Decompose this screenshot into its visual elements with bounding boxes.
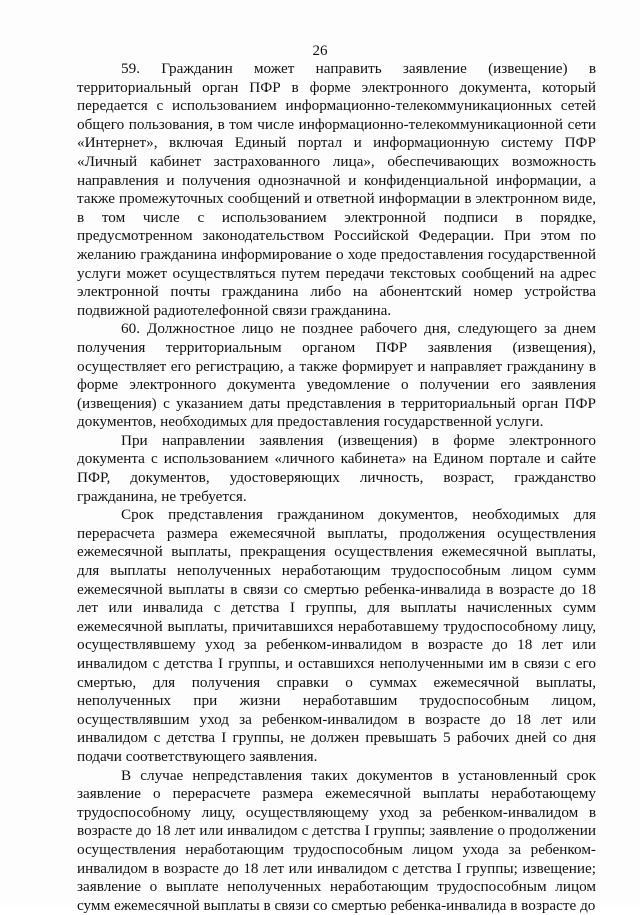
paragraph-59: 59. Гражданин может направить заявление (извещение) в территориальный орган ПФР в форме электронного документа, который передается с использованием информационно-телекоммуникационных сетей общего пользования, в том числе информационно-телекоммуникационной сети «Интернет», включая Единый портал и информационную систему ПФР «Личный кабинет застрахованного лица», обеспечивающих возможность направления и получения однозначной и конфиденциальной информации, а также промежуточных сообщений и ответной информации в электронном виде, в том числе с использованием электронной подписи в порядке, предусмотренном законодательством Российской Федерации. При этом по желанию гражданина информирование о ходе предоставления государственной услуги может осуществляться путем передачи текстовых сообщений на адрес электронной почты гражданина либо на абонентский номер устройства подвижной радиотелефонной связи гражданина. [77, 60, 596, 319]
document-body [77, 60, 596, 915]
paragraph-electronic-submission: При направлении заявления (извещения) в форме электронного документа с использованием «личного кабинета» на Едином портале и сайте ПФР, документов, удостоверяющих личность, возраст, гражданство гражданина, не требуется. [77, 431, 596, 505]
paragraph-document-deadline: Срок представления гражданином документов, необходимых для перерасчета размера ежемесячной выплаты, продолжения осуществления ежемесячной выплаты, прекращения осуществления ежемесячной выплаты, для выплаты неполученных неработающим трудоспособным лицом сумм ежемесячной выплаты в связи со смертью ребенка-инвалида в возрасте до 18 лет или инвалида с детства I группы, для выплаты начисленных сумм ежемесячной выплаты, причитавшихся неработавшему трудоспособному лицу, осуществлявшему уход за ребенком-инвалидом в возрасте до 18 лет или инвалидом с детства I группы, и оставшихся неполученными им в связи с его смертью, для получения справки о суммах ежемесячной выплаты, неполученных при жизни неработавшим трудоспособным лицом, осуществлявшим уход за ребенком-инвалидом в возрасте до 18 лет или инвалидом с детства I группы, не должен превышать 5 рабочих дней со дня подачи соответствующего заявления. [77, 506, 596, 765]
paragraph-non-submission: В случае непредставления таких документов в установленный срок заявление о перерасчете размера ежемесячной выплаты неработающему трудоспособному лицу, осуществляющему уход за ребенком-инвалидом в возрасте до 18 лет или инвалидом с детства I группы; заявление о продолжении осуществления неработающим трудоспособным лицом ухода за ребенком-инвалидом в возрасте до 18 лет или инвалидом с детства I группы; извещение; заявление о выплате неполученных неработающим трудоспособным лицом сумм ежемесячной выплаты в связи со смертью ребенка-инвалида в возрасте до [77, 766, 596, 914]
paragraph-60: 60. Должностное лицо не позднее рабочего дня, следующего за днем получения территориальным органом ПФР заявления (извещения), осуществляет его регистрацию, а также формирует и направляет гражданину в форме электронного документа уведомление о получении его заявления (извещения) с указанием даты представления в территориальный орган ПФР документов, необходимых для предоставления государственной услуги. [77, 320, 596, 431]
page-number: 26 [312, 43, 328, 59]
